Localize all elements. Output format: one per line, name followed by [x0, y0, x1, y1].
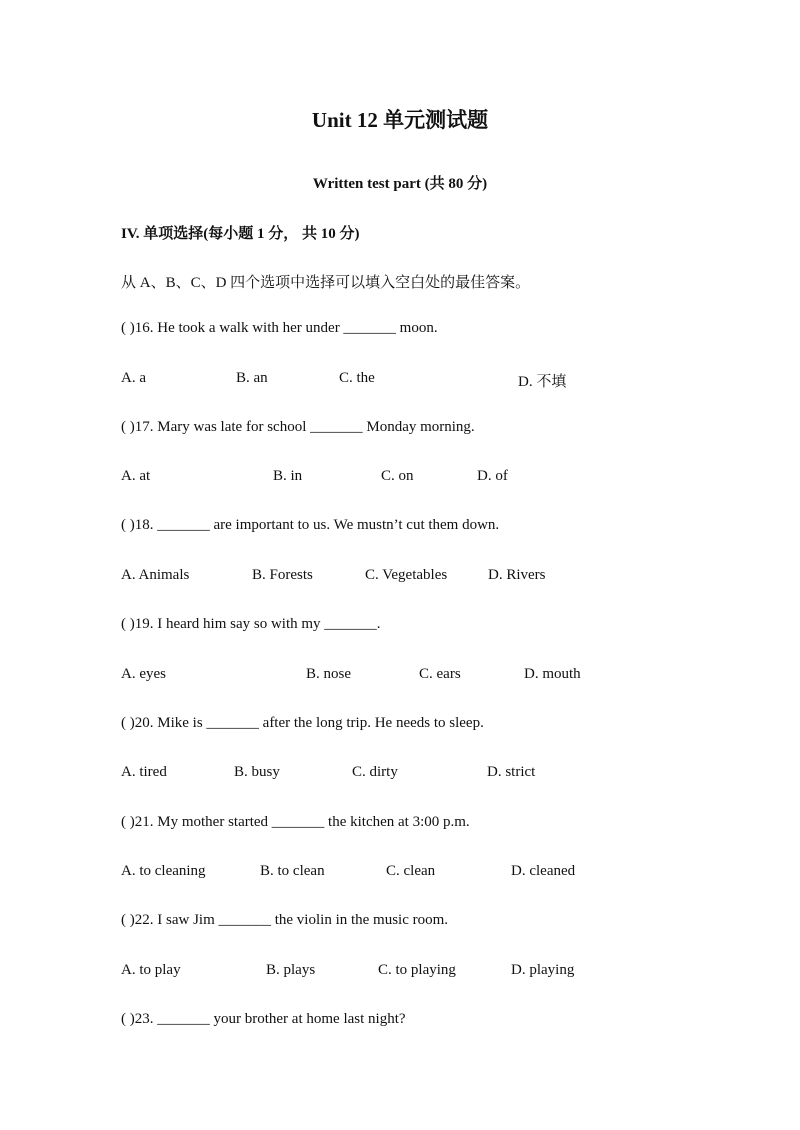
option-17-d: D. of [477, 468, 508, 484]
question-stem-19: ( )19. I heard him say so with my _______. [121, 616, 381, 632]
option-20-d: D. strict [487, 764, 536, 780]
option-17-c: C. on [381, 468, 414, 484]
option-20-b: B. busy [234, 764, 280, 780]
option-20-c: C. dirty [352, 764, 398, 780]
option-18-b: B. Forests [252, 567, 313, 583]
question-stem-20: ( )20. Mike is _______ after the long trip. He needs to sleep. [121, 715, 484, 731]
option-19-b: B. nose [306, 666, 351, 682]
page-subtitle: Written test part (共 80 分) [312, 176, 488, 192]
option-20-a: A. tired [121, 764, 167, 780]
option-21-b: B. to clean [260, 863, 325, 879]
option-21-c: C. clean [386, 863, 436, 879]
option-16-a: A. a [121, 370, 146, 386]
option-18-d: D. Rivers [488, 567, 546, 583]
option-22-a: A. to play [121, 962, 181, 978]
option-17-b: B. in [273, 468, 303, 484]
option-18-c: C. Vegetables [365, 567, 448, 583]
option-18-a: A. Animals [121, 567, 190, 583]
question-stem-21: ( )21. My mother started _______ the kitchen at 3:00 p.m. [121, 814, 470, 830]
option-16-d: D. 不填 [518, 374, 567, 390]
option-16-c: C. the [339, 370, 375, 386]
question-stem-16: ( )16. He took a walk with her under _______ moon. [121, 320, 438, 336]
option-19-c: C. ears [419, 666, 461, 682]
option-22-b: B. plays [266, 962, 316, 978]
option-22-d: D. playing [511, 962, 575, 978]
option-22-c: C. to playing [378, 962, 456, 978]
option-21-a: A. to cleaning [121, 863, 206, 879]
option-19-d: D. mouth [524, 666, 581, 682]
page-title: Unit 12 单元测试题 [311, 108, 489, 132]
question-stem-17: ( )17. Mary was late for school _______ Monday morning. [121, 419, 475, 435]
question-stem-22: ( )22. I saw Jim _______ the violin in the music room. [121, 912, 449, 928]
option-21-d: D. cleaned [511, 863, 576, 879]
question-stem-18: ( )18. _______ are important to us. We mustn’t cut them down. [121, 517, 500, 533]
option-16-b: B. an [236, 370, 268, 386]
option-17-a: A. at [121, 468, 151, 484]
instruction-text: 从 A、B、C、D 四个选项中选择可以填入空白处的最佳答案。 [121, 275, 531, 291]
option-19-a: A. eyes [121, 666, 166, 682]
question-stem-23: ( )23. _______ your brother at home last night? [121, 1011, 406, 1027]
section-heading: IV. 单项选择(每小题 1 分， 共 10 分) [121, 226, 360, 242]
